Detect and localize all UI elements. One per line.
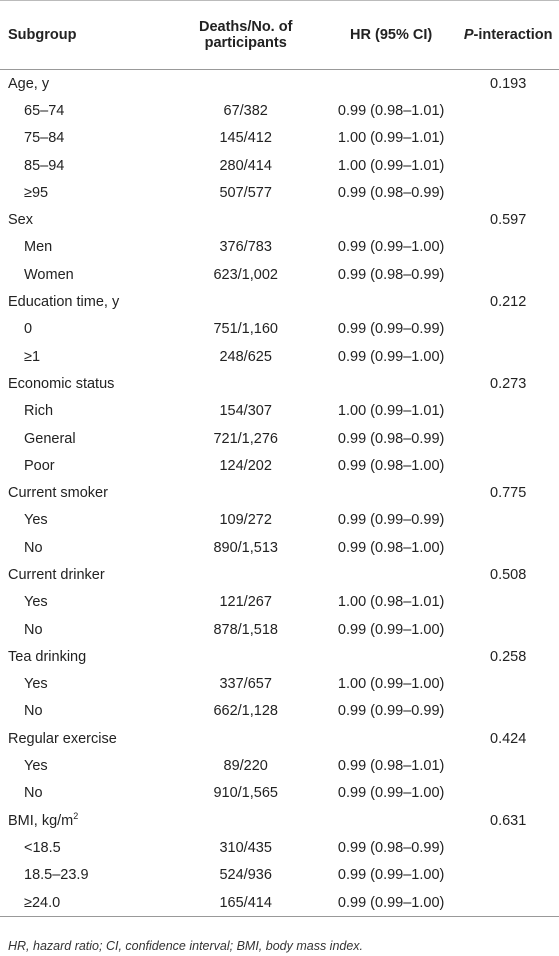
deaths-cell bbox=[166, 643, 325, 670]
p-interaction-cell: 0.273 bbox=[490, 375, 527, 392]
deaths-cell bbox=[166, 561, 325, 588]
p-interaction-cell bbox=[457, 507, 559, 534]
subgroup-label bbox=[0, 343, 166, 370]
p-interaction-cell bbox=[457, 752, 559, 779]
p-interaction-cell bbox=[457, 671, 559, 698]
subgroup-label bbox=[0, 425, 166, 452]
p-interaction-cell bbox=[457, 698, 559, 725]
subgroup-label bbox=[0, 261, 166, 288]
deaths-cell: 878/1,518 bbox=[213, 621, 278, 638]
hr-cell: 0.99 (0.99–0.99) bbox=[337, 703, 445, 720]
subgroup-label bbox=[0, 752, 166, 779]
label-text: No bbox=[24, 785, 43, 802]
hr-cell bbox=[325, 288, 457, 315]
deaths-cell: 67/382 bbox=[223, 102, 268, 119]
deaths-cell: 890/1,513 bbox=[213, 539, 278, 556]
subgroup-label bbox=[0, 780, 166, 807]
deaths-cell: 623/1,002 bbox=[213, 266, 278, 283]
label-text: ≥24.0 bbox=[24, 894, 61, 911]
label-text: BMI, kg/m bbox=[8, 812, 74, 829]
group-label bbox=[0, 725, 166, 752]
deaths-cell: 89/220 bbox=[223, 758, 268, 775]
table-group-row bbox=[0, 370, 559, 397]
table-group-row bbox=[0, 479, 559, 506]
deaths-cell bbox=[166, 370, 325, 397]
label-text: Age, y bbox=[8, 75, 50, 92]
deaths-cell: 121/267 bbox=[219, 594, 272, 611]
table-group-row bbox=[0, 807, 559, 834]
label-text: 0 bbox=[24, 321, 33, 338]
table-row bbox=[0, 616, 559, 643]
p-interaction-cell bbox=[457, 97, 559, 124]
hr-cell: 0.99 (0.99–0.99) bbox=[337, 512, 445, 529]
hr-cell: 0.99 (0.98–1.01) bbox=[337, 758, 445, 775]
p-interaction-cell bbox=[457, 179, 559, 206]
label-text: Economic status bbox=[8, 375, 115, 392]
table-row bbox=[0, 398, 559, 425]
subgroup-label bbox=[0, 125, 166, 152]
deaths-cell: 165/414 bbox=[166, 889, 325, 917]
subgroup-label bbox=[0, 97, 166, 124]
p-interaction-cell: 0.212 bbox=[490, 294, 527, 311]
group-label bbox=[0, 370, 166, 397]
p-interaction-cell bbox=[457, 589, 559, 616]
hr-cell: 0.99 (0.98–0.99) bbox=[337, 266, 445, 283]
table-row bbox=[0, 834, 559, 861]
deaths-cell: 751/1,160 bbox=[213, 321, 278, 338]
group-label bbox=[0, 70, 166, 98]
subgroup-label bbox=[0, 889, 166, 917]
hr-cell: 0.99 (0.99–1.00) bbox=[337, 621, 445, 638]
hr-cell: 0.99 (0.98–0.99) bbox=[337, 430, 445, 447]
hr-cell: 0.99 (0.98–1.00) bbox=[337, 457, 445, 474]
header-p-letter: P bbox=[463, 27, 474, 43]
label-text: Women bbox=[24, 266, 74, 283]
table-group-row bbox=[0, 206, 559, 233]
table-group-row bbox=[0, 643, 559, 670]
p-interaction-cell: 0.775 bbox=[490, 485, 527, 502]
label-text: Current drinker bbox=[8, 566, 105, 583]
label-superscript: 2 bbox=[73, 810, 79, 821]
subgroup-label bbox=[0, 534, 166, 561]
table-group-row bbox=[0, 561, 559, 588]
label-text: No bbox=[24, 621, 43, 638]
header-deaths-line1: Deaths/No. of bbox=[198, 19, 293, 35]
subgroup-label bbox=[0, 179, 166, 206]
deaths-cell bbox=[166, 206, 325, 233]
hr-cell: 1.00 (0.99–1.01) bbox=[337, 157, 445, 174]
p-interaction-cell: 0.631 bbox=[490, 812, 527, 829]
deaths-cell: 280/414 bbox=[219, 157, 272, 174]
subgroup-label bbox=[0, 316, 166, 343]
table-row bbox=[0, 234, 559, 261]
label-text: 65–74 bbox=[24, 102, 65, 119]
hr-cell: 0.99 (0.98–0.99) bbox=[337, 184, 445, 201]
header-p-interaction bbox=[457, 1, 559, 70]
header-subgroup: Subgroup bbox=[0, 1, 166, 70]
subgroup-label bbox=[0, 398, 166, 425]
hr-cell: 0.99 (0.99–1.00) bbox=[337, 348, 445, 365]
p-interaction-cell bbox=[457, 889, 559, 917]
hr-cell bbox=[325, 206, 457, 233]
label-text: Education time, y bbox=[8, 294, 120, 311]
p-interaction-cell: 0.193 bbox=[490, 75, 527, 92]
table-row bbox=[0, 698, 559, 725]
table-row bbox=[0, 780, 559, 807]
p-interaction-cell bbox=[457, 425, 559, 452]
deaths-cell bbox=[166, 70, 325, 98]
label-text: Men bbox=[24, 239, 53, 256]
label-text: General bbox=[24, 430, 76, 447]
subgroup-label bbox=[0, 698, 166, 725]
table-row bbox=[0, 752, 559, 779]
hr-cell bbox=[325, 370, 457, 397]
label-text: 85–94 bbox=[24, 157, 65, 174]
subgroup-label bbox=[0, 452, 166, 479]
table-group-row bbox=[0, 70, 559, 98]
p-interaction-cell bbox=[457, 261, 559, 288]
label-text: Yes bbox=[24, 512, 48, 529]
deaths-cell: 145/412 bbox=[219, 130, 272, 147]
table-footnote: HR, hazard ratio; CI, confidence interval; BMI, body mass index. bbox=[8, 939, 364, 953]
table-row bbox=[0, 152, 559, 179]
hr-cell bbox=[325, 643, 457, 670]
deaths-cell bbox=[166, 288, 325, 315]
table-row bbox=[0, 589, 559, 616]
deaths-cell: 310/435 bbox=[219, 839, 272, 856]
header-deaths bbox=[166, 1, 325, 70]
hr-cell: 1.00 (0.99–1.01) bbox=[337, 130, 445, 147]
deaths-cell: 376/783 bbox=[219, 239, 272, 256]
p-interaction-cell bbox=[457, 834, 559, 861]
hr-cell: 1.00 (0.99–1.01) bbox=[337, 403, 445, 420]
deaths-cell: 109/272 bbox=[219, 512, 272, 529]
table-group-row bbox=[0, 288, 559, 315]
header-deaths-line2: participants bbox=[204, 35, 287, 51]
hr-cell: 0.99 (0.99–1.00) bbox=[337, 785, 445, 802]
table-row bbox=[0, 261, 559, 288]
deaths-cell bbox=[166, 725, 325, 752]
group-label bbox=[0, 643, 166, 670]
table-row bbox=[0, 125, 559, 152]
label-text: Rich bbox=[24, 403, 54, 420]
p-interaction-cell bbox=[457, 398, 559, 425]
group-label bbox=[0, 288, 166, 315]
hr-cell: 0.99 (0.98–0.99) bbox=[337, 839, 445, 856]
table-row bbox=[0, 97, 559, 124]
header-row bbox=[0, 1, 559, 70]
header-p-rest: -interaction bbox=[473, 27, 553, 43]
hr-cell: 1.00 (0.98–1.01) bbox=[337, 594, 445, 611]
p-interaction-cell bbox=[457, 125, 559, 152]
label-text: Poor bbox=[24, 457, 55, 474]
deaths-cell: 662/1,128 bbox=[213, 703, 278, 720]
table-row bbox=[0, 316, 559, 343]
table-row bbox=[0, 862, 559, 889]
group-label bbox=[0, 807, 166, 834]
deaths-cell: 337/657 bbox=[219, 676, 272, 693]
p-interaction-cell: 0.424 bbox=[490, 730, 527, 747]
deaths-cell: 910/1,565 bbox=[213, 785, 278, 802]
table-row bbox=[0, 507, 559, 534]
table-row bbox=[0, 343, 559, 370]
deaths-cell bbox=[166, 479, 325, 506]
table-group-row bbox=[0, 725, 559, 752]
p-interaction-cell bbox=[457, 452, 559, 479]
table-row bbox=[0, 671, 559, 698]
label-text: Sex bbox=[8, 212, 33, 229]
subgroup-label bbox=[0, 589, 166, 616]
hr-cell bbox=[325, 561, 457, 588]
p-interaction-cell bbox=[457, 316, 559, 343]
subgroup-label bbox=[0, 507, 166, 534]
subgroup-label bbox=[0, 834, 166, 861]
table-body bbox=[0, 70, 559, 917]
table-row bbox=[0, 452, 559, 479]
p-interaction-cell: 0.597 bbox=[490, 212, 527, 229]
subgroup-label bbox=[0, 234, 166, 261]
p-interaction-cell bbox=[457, 780, 559, 807]
p-interaction-cell bbox=[457, 862, 559, 889]
hr-cell bbox=[325, 479, 457, 506]
deaths-cell: 248/625 bbox=[219, 348, 272, 365]
hr-cell: 0.99 (0.99–1.00) bbox=[337, 867, 445, 884]
hr-cell: 1.00 (0.99–1.00) bbox=[337, 676, 445, 693]
hr-cell bbox=[325, 725, 457, 752]
label-text: No bbox=[24, 703, 43, 720]
label-text: <18.5 bbox=[24, 839, 61, 856]
hr-cell: 0.99 (0.98–1.01) bbox=[337, 102, 445, 119]
group-label bbox=[0, 206, 166, 233]
group-label bbox=[0, 479, 166, 506]
p-interaction-cell bbox=[457, 616, 559, 643]
hr-cell: 0.99 (0.99–0.99) bbox=[337, 321, 445, 338]
hr-cell: 0.99 (0.99–1.00) bbox=[337, 239, 445, 256]
table-row bbox=[0, 425, 559, 452]
label-text: Yes bbox=[24, 758, 48, 775]
p-interaction-cell bbox=[457, 234, 559, 261]
deaths-cell: 524/936 bbox=[219, 867, 272, 884]
deaths-cell bbox=[166, 807, 325, 834]
label-text: ≥95 bbox=[24, 184, 49, 201]
p-interaction-cell bbox=[457, 534, 559, 561]
label-text: ≥1 bbox=[24, 348, 41, 365]
hr-cell: 0.99 (0.98–1.00) bbox=[337, 539, 445, 556]
p-interaction-cell bbox=[457, 343, 559, 370]
deaths-cell: 124/202 bbox=[219, 457, 272, 474]
deaths-cell: 507/577 bbox=[219, 184, 272, 201]
table-row bbox=[0, 889, 559, 917]
label-text: Yes bbox=[24, 594, 48, 611]
deaths-cell: 154/307 bbox=[219, 403, 272, 420]
table-row bbox=[0, 534, 559, 561]
label-text: Yes bbox=[24, 676, 48, 693]
deaths-cell: 721/1,276 bbox=[213, 430, 278, 447]
label-text: 18.5–23.9 bbox=[24, 867, 89, 884]
hr-cell: 0.99 (0.99–1.00) bbox=[325, 889, 457, 917]
p-interaction-cell: 0.258 bbox=[490, 648, 527, 665]
p-interaction-cell: 0.508 bbox=[490, 566, 527, 583]
subgroup-label bbox=[0, 862, 166, 889]
header-hr: HR (95% CI) bbox=[325, 1, 457, 70]
group-label bbox=[0, 561, 166, 588]
subgroup-label bbox=[0, 671, 166, 698]
subgroup-label bbox=[0, 152, 166, 179]
label-text: Current smoker bbox=[8, 485, 108, 502]
subgroup-label bbox=[0, 616, 166, 643]
hr-cell bbox=[325, 70, 457, 98]
table-header bbox=[0, 1, 559, 70]
p-interaction-cell bbox=[457, 152, 559, 179]
label-text: No bbox=[24, 539, 43, 556]
table-row bbox=[0, 179, 559, 206]
label-text: Tea drinking bbox=[8, 648, 87, 665]
label-text: 75–84 bbox=[24, 130, 65, 147]
hr-cell bbox=[325, 807, 457, 834]
label-text: Regular exercise bbox=[8, 730, 117, 747]
